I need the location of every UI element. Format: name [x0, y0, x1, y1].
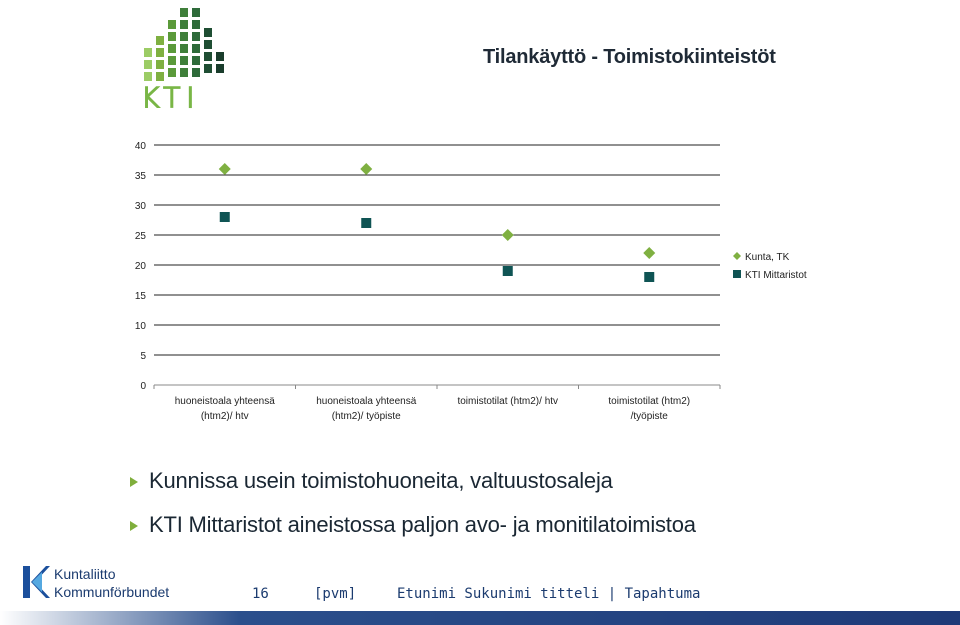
page-number: 16: [252, 586, 269, 602]
point-kti-mittaristot: [644, 272, 654, 282]
org-name-line2: Kommunförbundet: [54, 584, 170, 600]
bullet-list: [130, 459, 930, 547]
y-tick-label: 40: [134, 141, 146, 152]
bullet-arrow-icon: [130, 477, 138, 487]
footer-bar: [0, 611, 960, 625]
y-tick-label: 30: [134, 201, 146, 212]
point-kunta-tk: [360, 163, 372, 175]
x-category-label: toimistotilat (htm2)/ htv: [457, 396, 559, 407]
x-category-label: toimistotilat (htm2) /työpiste: [608, 396, 691, 422]
legend-label: KTI Mittaristot: [745, 270, 807, 281]
point-kti-mittaristot: [361, 218, 371, 228]
y-tick-label: 0: [140, 381, 146, 392]
presenter-line: Etunimi Sukunimi titteli | Tapahtuma: [397, 586, 701, 602]
logo-text: KTI: [141, 82, 201, 110]
bullet-text: KTI Mittaristot aineistossa paljon avo- ja monitilatoimistoa: [149, 512, 696, 537]
legend-square-icon: [733, 270, 741, 278]
org-name-line1: Kuntaliitto: [54, 566, 116, 582]
y-tick-label: 25: [134, 231, 146, 242]
bullet-item: [130, 459, 930, 503]
point-kunta-tk: [643, 247, 655, 259]
slide-title: Tilankäyttö - Toimistokiinteistöt: [483, 46, 776, 68]
point-kunta-tk: [219, 163, 231, 175]
y-tick-label: 20: [134, 261, 146, 272]
y-tick-label: 10: [134, 321, 146, 332]
y-tick-label: 15: [134, 291, 146, 302]
kuntaliitto-logo: [22, 560, 192, 604]
point-kti-mittaristot: [503, 266, 513, 276]
bullet-arrow-icon: [130, 521, 138, 531]
kuntaliitto-k-icon: [22, 564, 50, 600]
y-tick-label: 35: [134, 171, 146, 182]
bullet-item: [130, 503, 930, 547]
date-placeholder: [pvm]: [314, 586, 357, 602]
point-kunta-tk: [502, 229, 514, 241]
legend-label: Kunta, TK: [745, 252, 790, 263]
x-category-label: huoneistoala yhteensä (htm2)/ työpiste: [316, 396, 417, 422]
legend-diamond-icon: [733, 252, 741, 260]
y-tick-label: 5: [140, 351, 146, 362]
point-kti-mittaristot: [220, 212, 230, 222]
bullet-text: Kunnissa usein toimistohuoneita, valtuustosaleja: [149, 468, 613, 493]
x-category-label: huoneistoala yhteensä (htm2)/ htv: [174, 396, 275, 422]
